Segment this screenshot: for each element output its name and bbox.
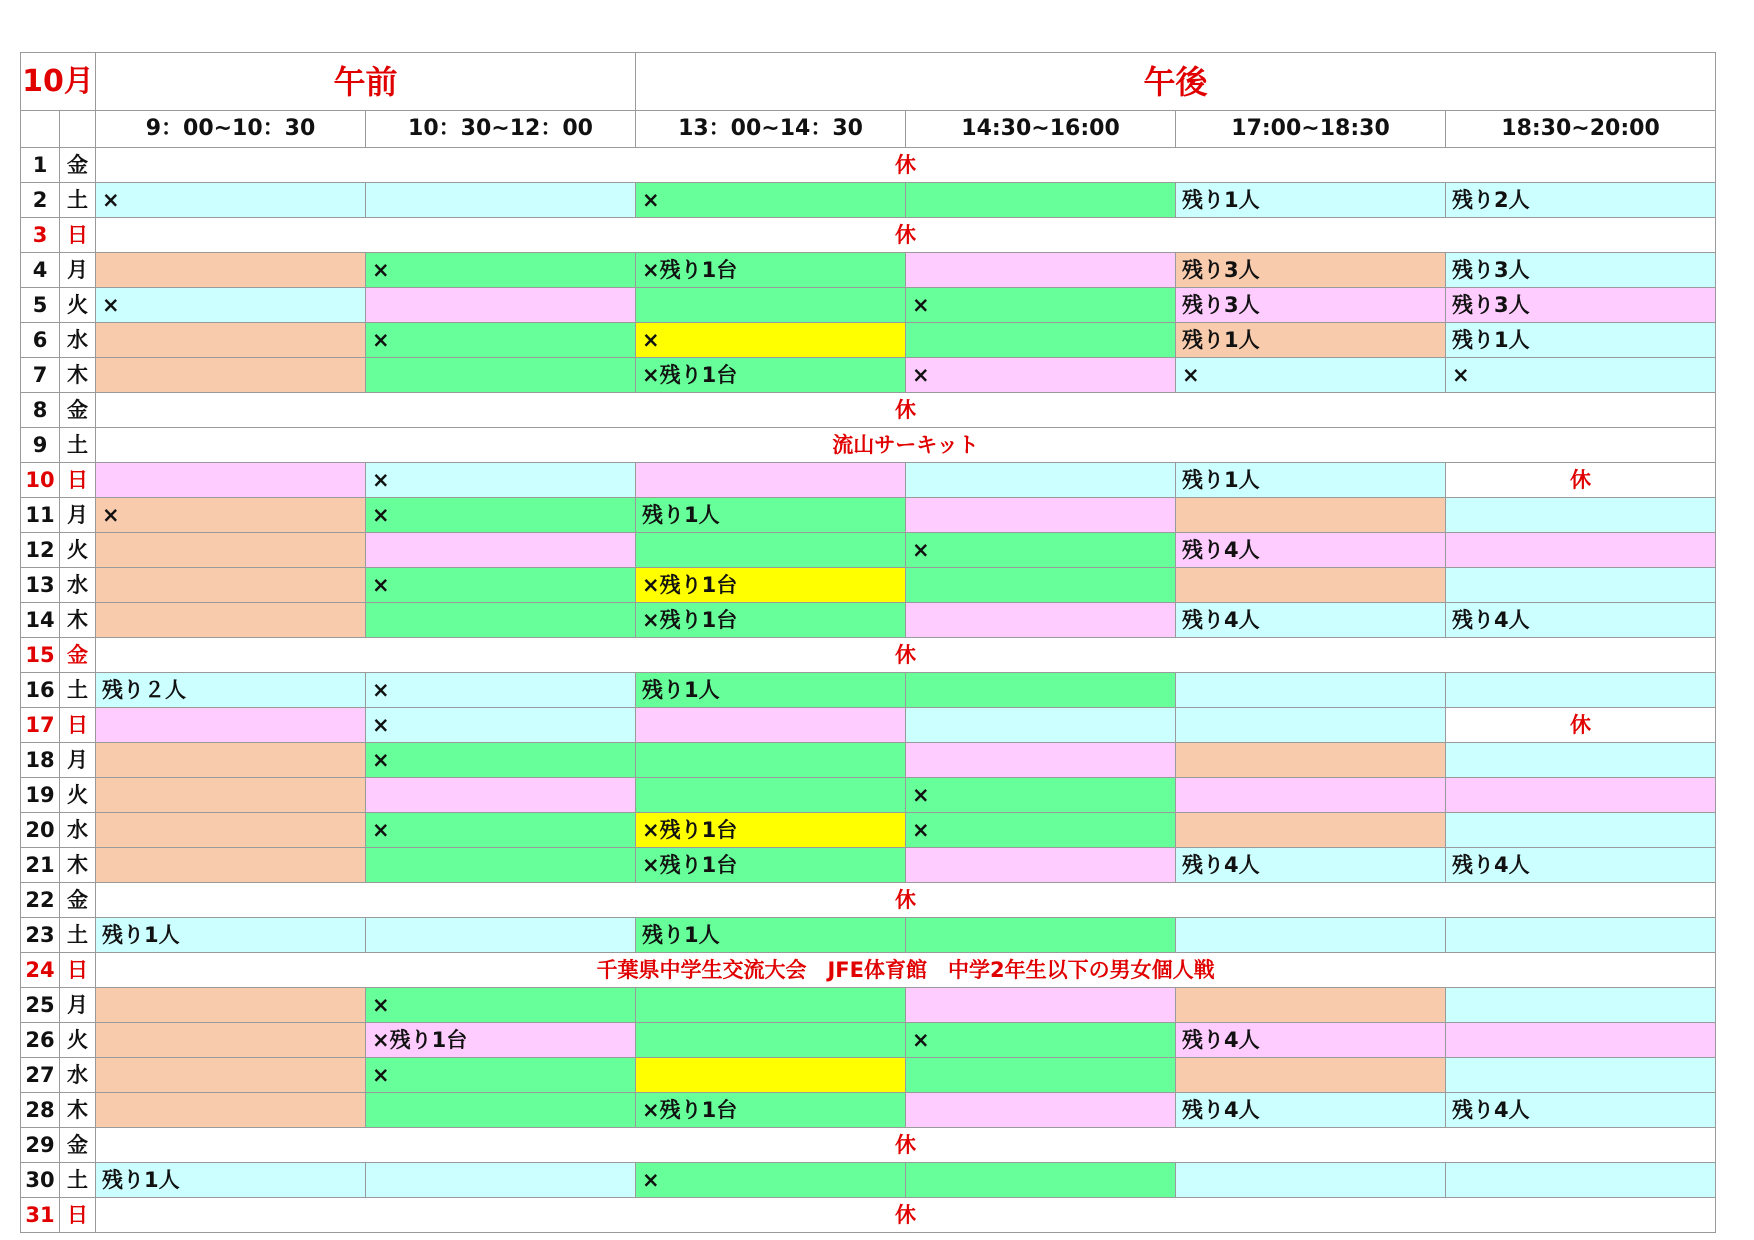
day-of-week: 木 [60,358,96,393]
day-row [21,918,1716,953]
day-row [21,673,1716,708]
slot-cell[interactable]: ×残り1台 [636,813,906,848]
day-row [21,1163,1716,1198]
slot-cell[interactable] [906,568,1176,603]
slot-cell[interactable] [1446,743,1716,778]
slot-cell[interactable] [906,323,1176,358]
day-of-week: 土 [60,1163,96,1198]
day-number: 11 [21,498,60,533]
day-of-week: 水 [60,323,96,358]
day-row [21,288,1716,323]
slot-cell[interactable]: × [96,183,366,218]
slot-cell[interactable] [636,1058,906,1093]
slot-cell[interactable]: 残り4人 [1446,1093,1716,1128]
slot-cell[interactable] [1176,743,1446,778]
slot-cell[interactable]: ×残り1台 [636,358,906,393]
full-day-note: 休 [96,638,1716,673]
slot-cell[interactable]: ×残り1台 [636,253,906,288]
day-of-week: 火 [60,533,96,568]
day-of-week: 日 [60,1198,96,1233]
slot-cell[interactable]: 残り4人 [1176,1093,1446,1128]
day-of-week: 月 [60,743,96,778]
slot-cell[interactable] [906,988,1176,1023]
day-of-week: 月 [60,253,96,288]
day-row [21,568,1716,603]
full-day-note: 休 [96,1198,1716,1233]
day-row [21,393,1716,428]
blank-header-cell [60,111,96,148]
day-row [21,1058,1716,1093]
slot-cell[interactable]: 残り3人 [1176,253,1446,288]
slot-cell[interactable] [96,568,366,603]
month-label: 10月 [21,53,96,111]
day-row [21,218,1716,253]
day-row [21,813,1716,848]
time-slot-header: 13：00~14：30 [636,111,906,148]
slot-cell[interactable] [366,183,636,218]
day-row [21,463,1716,498]
day-row [21,953,1716,988]
day-row [21,1128,1716,1163]
slot-cell[interactable] [96,988,366,1023]
day-of-week: 月 [60,988,96,1023]
slot-cell[interactable]: × [1176,358,1446,393]
slot-cell[interactable]: × [906,533,1176,568]
day-number: 16 [21,673,60,708]
slot-cell[interactable] [366,1093,636,1128]
slot-cell[interactable]: 残り4人 [1446,603,1716,638]
day-row [21,638,1716,673]
full-day-note: 休 [96,1128,1716,1163]
slot-cell[interactable]: ×残り1台 [636,848,906,883]
day-number: 7 [21,358,60,393]
slot-cell[interactable]: 残り3人 [1446,288,1716,323]
slot-cell[interactable] [906,848,1176,883]
slot-cell[interactable]: 残り1人 [96,1163,366,1198]
slot-cell[interactable]: 残り1人 [1446,323,1716,358]
slot-cell[interactable] [1446,1058,1716,1093]
day-number: 19 [21,778,60,813]
slot-cell[interactable] [906,1093,1176,1128]
slot-cell[interactable]: × [906,358,1176,393]
slot-cell[interactable] [366,778,636,813]
day-of-week: 水 [60,813,96,848]
slot-cell[interactable]: 休 [1446,463,1716,498]
slot-cell[interactable] [96,463,366,498]
slot-cell[interactable] [1176,673,1446,708]
slot-cell[interactable] [1446,988,1716,1023]
day-number: 25 [21,988,60,1023]
slot-cell[interactable]: × [906,1023,1176,1058]
slot-cell[interactable]: 残り1人 [1176,463,1446,498]
am-header: 午前 [96,53,636,111]
day-number: 28 [21,1093,60,1128]
day-number: 3 [21,218,60,253]
slot-cell[interactable] [636,743,906,778]
slot-cell[interactable]: × [366,988,636,1023]
day-of-week: 土 [60,428,96,463]
slot-cell[interactable]: × [366,673,636,708]
full-day-note: 休 [96,148,1716,183]
slot-cell[interactable] [1176,1163,1446,1198]
slot-cell[interactable]: 残り1人 [1176,183,1446,218]
slot-cell[interactable]: 残り4人 [1176,533,1446,568]
day-of-week: 日 [60,708,96,743]
day-of-week: 水 [60,1058,96,1093]
slot-cell[interactable] [1176,813,1446,848]
slot-cell[interactable] [366,918,636,953]
slot-cell[interactable]: ×残り1台 [636,603,906,638]
day-row [21,848,1716,883]
slot-cell[interactable]: 残り4人 [1176,1023,1446,1058]
day-row [21,533,1716,568]
day-of-week: 日 [60,218,96,253]
slot-cell[interactable] [906,673,1176,708]
slot-cell[interactable] [96,813,366,848]
slot-cell[interactable] [906,918,1176,953]
day-of-week: 金 [60,1128,96,1163]
slot-cell[interactable]: × [366,568,636,603]
time-slot-header: 10：30~12：00 [366,111,636,148]
day-of-week: 月 [60,498,96,533]
slot-cell[interactable] [96,1093,366,1128]
slot-cell[interactable] [636,533,906,568]
slot-cell[interactable]: 残り1人 [636,918,906,953]
slot-cell[interactable] [1446,533,1716,568]
day-number: 27 [21,1058,60,1093]
day-of-week: 土 [60,918,96,953]
slot-cell[interactable] [96,778,366,813]
day-row [21,253,1716,288]
slot-cell[interactable] [636,288,906,323]
slot-cell[interactable] [1446,1163,1716,1198]
slot-cell[interactable] [1446,673,1716,708]
day-of-week: 木 [60,603,96,638]
slot-cell[interactable]: 休 [1446,708,1716,743]
slot-cell[interactable] [906,743,1176,778]
slot-cell[interactable] [636,778,906,813]
day-row [21,778,1716,813]
slot-cell[interactable]: × [366,323,636,358]
day-number: 18 [21,743,60,778]
time-slot-header: 14:30~16:00 [906,111,1176,148]
slot-cell[interactable] [1446,568,1716,603]
day-number: 2 [21,183,60,218]
slot-cell[interactable] [96,323,366,358]
slot-cell[interactable] [906,253,1176,288]
slot-cell[interactable] [96,253,366,288]
slot-cell[interactable]: × [636,1163,906,1198]
slot-cell[interactable] [1176,708,1446,743]
slot-cell[interactable] [906,183,1176,218]
day-number: 24 [21,953,60,988]
slot-cell[interactable] [96,603,366,638]
day-of-week: 火 [60,778,96,813]
day-number: 15 [21,638,60,673]
day-number: 13 [21,568,60,603]
full-day-note: 流山サーキット [96,428,1716,463]
day-row [21,428,1716,463]
day-row [21,743,1716,778]
slot-cell[interactable] [96,1058,366,1093]
slot-cell[interactable]: 残り1人 [636,673,906,708]
slot-cell[interactable] [636,988,906,1023]
day-of-week: 木 [60,848,96,883]
slot-cell[interactable]: × [636,183,906,218]
schedule-table [20,52,1716,1233]
slot-cell[interactable] [366,848,636,883]
full-day-note: 休 [96,393,1716,428]
slot-cell[interactable] [366,1163,636,1198]
slot-cell[interactable]: × [906,778,1176,813]
slot-cell[interactable]: × [366,743,636,778]
day-row [21,498,1716,533]
slot-cell[interactable] [96,708,366,743]
day-of-week: 金 [60,638,96,673]
slot-cell[interactable] [906,603,1176,638]
slot-cell[interactable] [906,498,1176,533]
day-of-week: 火 [60,288,96,323]
slot-cell[interactable] [906,1058,1176,1093]
slot-cell[interactable]: ×残り1台 [636,1093,906,1128]
slot-cell[interactable] [1176,568,1446,603]
day-number: 10 [21,463,60,498]
slot-cell[interactable] [1446,918,1716,953]
slot-cell[interactable] [1446,778,1716,813]
slot-cell[interactable]: × [366,708,636,743]
day-number: 23 [21,918,60,953]
day-of-week: 木 [60,1093,96,1128]
slot-cell[interactable] [366,288,636,323]
time-slot-header: 18:30~20:00 [1446,111,1716,148]
time-slot-header: 17:00~18:30 [1176,111,1446,148]
day-row [21,183,1716,218]
slot-cell[interactable]: × [96,498,366,533]
slot-cell[interactable]: × [366,253,636,288]
day-number: 4 [21,253,60,288]
day-row [21,883,1716,918]
slot-cell[interactable] [1446,1023,1716,1058]
slot-cell[interactable] [1446,813,1716,848]
slot-cell[interactable] [906,463,1176,498]
day-of-week: 日 [60,463,96,498]
slot-cell[interactable]: × [906,813,1176,848]
day-row [21,988,1716,1023]
day-row [21,1198,1716,1233]
day-row [21,358,1716,393]
slot-cell[interactable] [366,533,636,568]
day-of-week: 土 [60,673,96,708]
day-row [21,323,1716,358]
day-of-week: 日 [60,953,96,988]
day-number: 31 [21,1198,60,1233]
slot-cell[interactable] [1176,918,1446,953]
slot-cell[interactable] [1176,988,1446,1023]
slot-cell[interactable]: × [636,323,906,358]
day-number: 17 [21,708,60,743]
day-row [21,148,1716,183]
slot-cell[interactable] [636,463,906,498]
day-of-week: 水 [60,568,96,603]
full-day-note: 千葉県中学生交流大会 JFE体育館 中学2年生以下の男女個人戦 [96,953,1716,988]
slot-cell[interactable] [96,848,366,883]
day-row [21,603,1716,638]
slot-cell[interactable]: 残り3人 [1446,253,1716,288]
slot-cell[interactable] [96,533,366,568]
day-number: 5 [21,288,60,323]
slot-cell[interactable] [1446,498,1716,533]
full-day-note: 休 [96,218,1716,253]
slot-cell[interactable] [636,708,906,743]
slot-cell[interactable]: 残り1人 [636,498,906,533]
slot-cell[interactable]: 残り3人 [1176,288,1446,323]
day-row [21,708,1716,743]
slot-cell[interactable]: 残り２人 [96,673,366,708]
slot-cell[interactable]: × [906,288,1176,323]
slot-cell[interactable] [1176,498,1446,533]
day-row [21,1093,1716,1128]
day-row [21,1023,1716,1058]
slot-cell[interactable] [1176,778,1446,813]
full-day-note: 休 [96,883,1716,918]
slot-cell[interactable]: × [366,813,636,848]
time-slot-header: 9：00~10：30 [96,111,366,148]
slot-cell[interactable]: × [366,463,636,498]
slot-cell[interactable]: 残り4人 [1446,848,1716,883]
day-number: 29 [21,1128,60,1163]
slot-cell[interactable]: 残り4人 [1176,603,1446,638]
day-number: 6 [21,323,60,358]
day-number: 30 [21,1163,60,1198]
day-number: 21 [21,848,60,883]
day-number: 22 [21,883,60,918]
slot-cell[interactable] [96,743,366,778]
slot-cell[interactable] [366,358,636,393]
slot-cell[interactable] [366,603,636,638]
slot-cell[interactable]: 残り2人 [1446,183,1716,218]
day-of-week: 金 [60,148,96,183]
day-of-week: 金 [60,393,96,428]
blank-header-cell [21,111,60,148]
slot-cell[interactable]: ×残り1台 [636,568,906,603]
day-number: 8 [21,393,60,428]
day-number: 9 [21,428,60,463]
day-number: 26 [21,1023,60,1058]
slot-cell[interactable] [906,708,1176,743]
day-of-week: 土 [60,183,96,218]
slot-cell[interactable]: × [366,1058,636,1093]
slot-cell[interactable] [1176,1058,1446,1093]
pm-header: 午後 [636,53,1716,111]
day-number: 1 [21,148,60,183]
slot-cell[interactable] [906,1163,1176,1198]
slot-cell[interactable] [96,1023,366,1058]
slot-cell[interactable]: × [366,498,636,533]
slot-cell[interactable]: × [96,288,366,323]
slot-cell[interactable]: 残り1人 [96,918,366,953]
day-number: 20 [21,813,60,848]
slot-cell[interactable]: 残り4人 [1176,848,1446,883]
day-number: 14 [21,603,60,638]
slot-cell[interactable]: 残り1人 [1176,323,1446,358]
slot-cell[interactable]: ×残り1台 [366,1023,636,1058]
slot-cell[interactable] [96,358,366,393]
slot-cell[interactable] [636,1023,906,1058]
day-number: 12 [21,533,60,568]
day-of-week: 金 [60,883,96,918]
slot-cell[interactable]: × [1446,358,1716,393]
day-of-week: 火 [60,1023,96,1058]
